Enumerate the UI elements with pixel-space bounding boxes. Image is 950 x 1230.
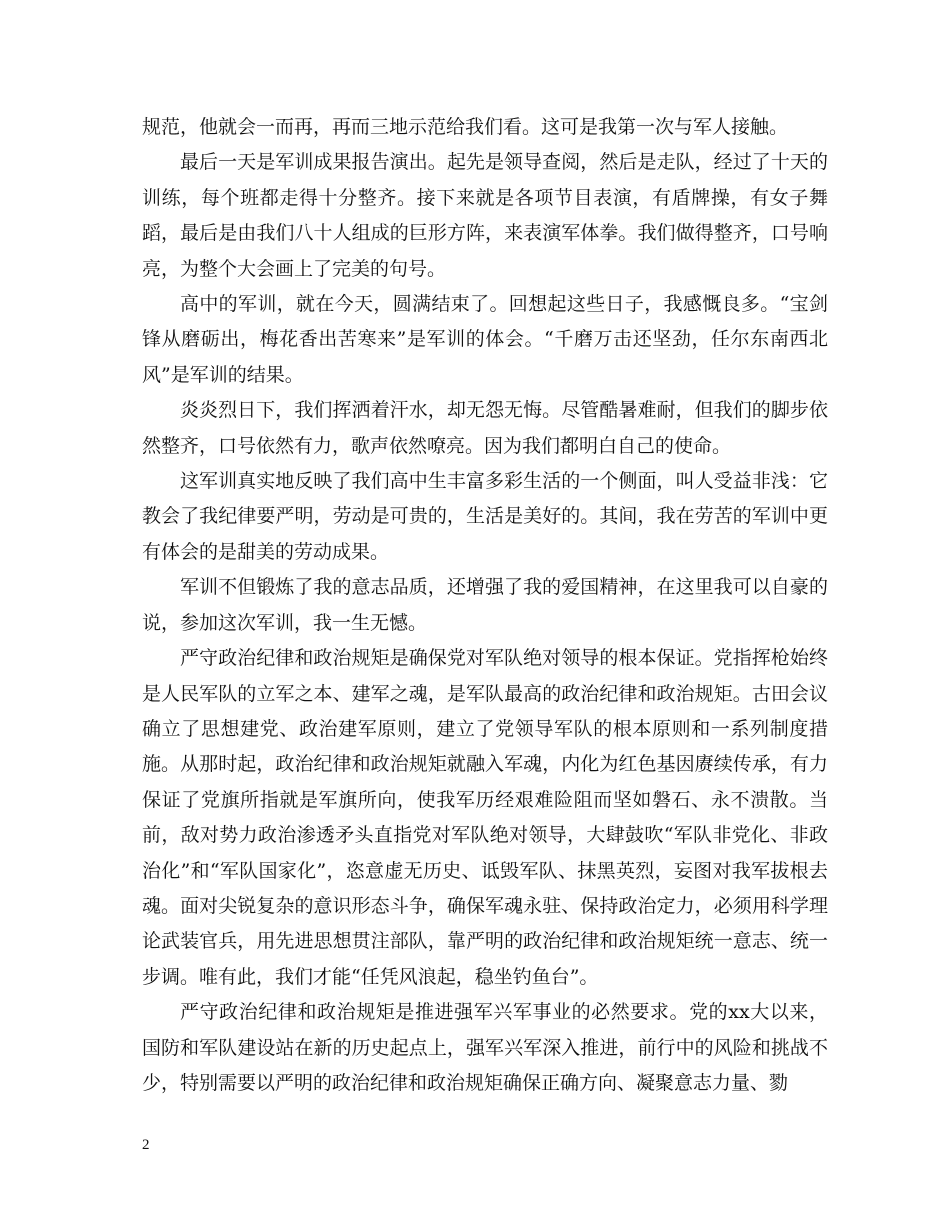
paragraph-5: 这军训真实地反映了我们高中生丰富多彩生活的一个侧面，叫人受益非浅：它教会了我纪律要严明，劳动是可贵的，生活是美好的。其间，我在劳苦的军训中更有体会的是甜美的劳动成果。	[142, 470, 828, 563]
page-number: 2	[142, 1137, 150, 1153]
paragraph-4: 炎炎烈日下，我们挥洒着汗水，却无怨无悔。尽管酷暑难耐，但我们的脚步依然整齐，口号依然有力，歌声依然嘹亮。因为我们都明白自己的使命。	[142, 399, 828, 457]
paragraph-6: 军训不但锻炼了我的意志品质，还增强了我的爱国精神，在这里我可以自豪的说，参加这次军训，我一生无憾。	[142, 576, 828, 634]
body-text	[142, 110, 828, 1101]
paragraph-3: 高中的军训，就在今天，圆满结束了。回想起这些日子，我感慨良多。“宝剑锋从磨砺出，梅花香出苦寒来”是军训的体会。“千磨万击还坚劲，任尔东南西北风”是军训的结果。	[142, 293, 828, 386]
paragraph-2: 最后一天是军训成果报告演出。起先是领导查阅，然后是走队，经过了十天的训练，每个班都走得十分整齐。接下来就是各项节目表演，有盾牌操，有女子舞蹈，最后是由我们八十人组成的巨形方阵，来表演军体拳。我们做得整齐，口号响亮，为整个大会画上了完美的句号。	[142, 151, 828, 280]
paragraph-1: 规范，他就会一而再，再而三地示范给我们看。这可是我第一次与军人接触。	[142, 116, 789, 138]
paragraph-7: 严守政治纪律和政治规矩是确保党对军队绝对领导的根本保证。党指挥枪始终是人民军队的立军之本、建军之魂，是军队最高的政治纪律和政治规矩。古田会议确立了思想建党、政治建军原则，建立了党领导军队的根本原则和一系列制度措施。从那时起，政治纪律和政治规矩就融入军魂，内化为红色基因赓续传承，有力保证了党旗所指就是军旗所向，使我军历经艰难险阻而坚如磐石、永不溃散。当前，敌对势力政治渗透矛头直指党对军队绝对领导，大肆鼓吹“军队非党化、非政治化”和“军队国家化”，恣意虚无历史、诋毁军队、抹黑英烈，妄图对我军拔根去魂。面对尖锐复杂的意识形态斗争，确保军魂永驻、保持政治定力，必须用科学理论武装官兵，用先进思想贯注部队，靠严明的政治纪律和政治规矩统一意志、统一步调。唯有此，我们才能“任凭风浪起，稳坐钓鱼台”。	[142, 647, 828, 988]
paragraph-8: 严守政治纪律和政治规矩是推进强军兴军事业的必然要求。党的xx大以来，国防和军队建设站在新的历史起点上，强军兴军深入推进，前行中的风险和挑战不少，特别需要以严明的政治纪律和政治规矩确保正确方向、凝聚意志力量、勠	[142, 1001, 828, 1094]
